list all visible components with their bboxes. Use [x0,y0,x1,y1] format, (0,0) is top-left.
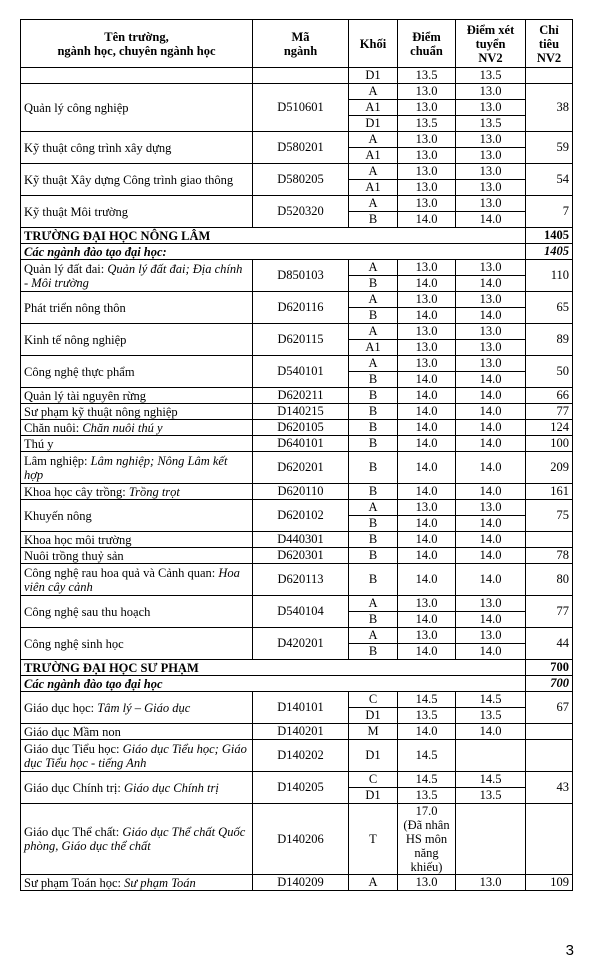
program-name [21,356,253,388]
program-name-text: Sư phạm kỹ thuật nông nghiệp [24,404,178,419]
cutoff-cell: 13.0 [398,596,456,612]
cutoff-cell: 14.0 [398,644,456,660]
nv2-score-cell: 13.0 [456,324,526,340]
quota-cell: 109 [526,875,573,891]
program-name [21,875,253,891]
specialization-text: Trồng trọt [128,484,180,499]
nv2-score-cell: 13.0 [456,292,526,308]
cutoff-cell: 13.0 [398,100,456,116]
table-row [21,164,573,180]
table-row [21,404,573,420]
program-code: D520320 [253,196,349,228]
nv2-score-cell: 14.0 [456,724,526,740]
block-cell: M [349,724,398,740]
nv2-score-cell: 14.0 [456,212,526,228]
table-row [21,420,573,436]
block-cell: A [349,628,398,644]
cutoff-cell: 13.5 [398,708,456,724]
program-name [21,404,253,420]
nv2-score-cell: 14.0 [456,516,526,532]
table-row [21,292,573,308]
block-cell: A1 [349,148,398,164]
quota-cell: 66 [526,388,573,404]
block-cell: A [349,324,398,340]
header-block: Khối [349,20,398,68]
table-row [21,356,573,372]
section-row [21,676,573,692]
quota-cell: 77 [526,404,573,420]
block-cell: B [349,516,398,532]
program-code: D140209 [253,875,349,891]
nv2-score-cell: 14.0 [456,548,526,564]
program-name-text: Công nghệ thực phẩm [24,364,135,379]
block-cell: D1 [349,708,398,724]
nv2-score-cell: 13.0 [456,596,526,612]
program-name-text: Thú y [24,436,54,451]
nv2-score-cell: 14.5 [456,692,526,708]
quota-cell: 700 [526,676,573,692]
cutoff-cell: 13.0 [398,180,456,196]
cutoff-cell: 14.0 [398,564,456,596]
block-cell: A [349,500,398,516]
cutoff-cell: 14.5 [398,772,456,788]
cutoff-cell: 14.0 [398,308,456,324]
program-name-text: Quản lý tài nguyên rừng [24,388,147,403]
cutoff-cell: 13.0 [398,500,456,516]
program-name-text: Công nghệ sinh học [24,636,124,651]
program-name [21,388,253,404]
quota-cell: 161 [526,484,573,500]
program-name [21,196,253,228]
program-name [21,84,253,132]
nv2-score-cell: 13.0 [456,148,526,164]
program-name-text: Sư phạm Toán học: [24,875,125,890]
program-code: D620201 [253,452,349,484]
quota-cell: 80 [526,564,573,596]
table-row [21,628,573,644]
quota-cell: 38 [526,84,573,132]
cutoff-cell: 13.0 [398,875,456,891]
cutoff-cell: 14.0 [398,548,456,564]
table-row [21,132,573,148]
quota-cell: 54 [526,164,573,196]
program-code: D140206 [253,804,349,875]
quota-cell [526,68,573,84]
nv2-score-cell: 13.5 [456,788,526,804]
quota-cell: 700 [526,660,573,676]
specialization-text: Lâm nghiệp; Nông Lâm kết hợp [24,453,228,482]
block-cell: A1 [349,100,398,116]
school-name: TRƯỜNG ĐẠI HỌC SƯ PHẠM [21,660,526,676]
block-cell: A [349,292,398,308]
header-cutoff: Điểm chuẩn [398,20,456,68]
quota-cell: 78 [526,548,573,564]
nv2-score-cell: 13.0 [456,356,526,372]
section-name: Các ngành đào tạo đại học [21,676,526,692]
nv2-score-cell: 14.0 [456,452,526,484]
program-name [21,292,253,324]
quota-cell: 100 [526,436,573,452]
program-name [21,420,253,436]
block-cell: B [349,372,398,388]
nv2-score-cell: 14.0 [456,276,526,292]
program-code: D620301 [253,548,349,564]
program-name-text: Kỹ thuật Môi trường [24,204,129,219]
block-cell: A [349,196,398,212]
table-row [21,260,573,276]
quota-cell: 1405 [526,228,573,244]
table-row [21,484,573,500]
nv2-score-cell: 14.0 [456,308,526,324]
program-code: D850103 [253,260,349,292]
quota-cell [526,740,573,772]
program-name [21,740,253,772]
program-name [21,436,253,452]
specialization-text: Giáo dục Chính trị [124,780,219,795]
header-nv2-score: Điểm xét tuyển NV2 [456,20,526,68]
block-cell: A1 [349,340,398,356]
nv2-score-cell: 13.0 [456,628,526,644]
program-name-text: Lâm nghiệp: [24,453,91,468]
program-code: D540101 [253,356,349,388]
program-name [21,692,253,724]
program-name-text: Khoa học môi trường [24,532,132,547]
quota-cell: 124 [526,420,573,436]
cutoff-cell: 13.0 [398,292,456,308]
cutoff-cell: 13.0 [398,260,456,276]
block-cell: B [349,484,398,500]
program-name [21,628,253,660]
program-name [21,500,253,532]
program-name-text: Khuyến nông [24,508,92,523]
quota-cell [526,532,573,548]
program-code: D620110 [253,484,349,500]
nv2-score-cell: 13.5 [456,116,526,132]
cutoff-cell: 13.5 [398,116,456,132]
program-name-text: Kỹ thuật Xây dựng Công trình giao thông [24,172,234,187]
program-name [21,532,253,548]
specialization-text: Chăn nuôi thú y [82,420,163,435]
program-code: D510601 [253,84,349,132]
program-name-text: Giáo dục Mầm non [24,724,121,739]
program-code: D420201 [253,628,349,660]
quota-cell: 75 [526,500,573,532]
table-row [21,84,573,100]
header-nv2-quota: Chỉ tiêu NV2 [526,20,573,68]
cutoff-cell: 14.0 [398,724,456,740]
quota-cell [526,724,573,740]
cutoff-cell: 13.0 [398,324,456,340]
program-code: D140215 [253,404,349,420]
specialization-text: Sư phạm Toán [124,875,196,890]
nv2-score-cell: 14.0 [456,372,526,388]
table-row [21,692,573,708]
block-cell: D1 [349,68,398,84]
program-name-text: Chăn nuôi: [24,420,83,435]
block-cell: B [349,564,398,596]
block-cell: D1 [349,116,398,132]
block-cell: B [349,436,398,452]
nv2-score-cell: 14.0 [456,644,526,660]
nv2-score-cell: 14.0 [456,388,526,404]
program-name [21,260,253,292]
nv2-score-cell: 13.0 [456,260,526,276]
program-code: D620105 [253,420,349,436]
program-name [21,596,253,628]
program-name-text: Giáo dục Chính trị: [24,780,124,795]
table-row [21,772,573,788]
specialization-text: Giáo dục Thể chất Quốc phòng, Giáo dục thể chất [24,825,246,853]
quota-cell: 110 [526,260,573,292]
program-name-text: Khoa học cây trồng: [24,484,129,499]
block-cell: A [349,596,398,612]
table-row [21,564,573,596]
program-name-text: Quản lý đất đai: [24,261,108,276]
program-code: D140101 [253,692,349,724]
program-name [21,564,253,596]
school-row [21,228,573,244]
block-cell: B [349,404,398,420]
block-cell: B [349,420,398,436]
table-row [21,436,573,452]
program-code: D440301 [253,532,349,548]
table-row [21,724,573,740]
block-cell: B [349,388,398,404]
block-cell: D1 [349,740,398,772]
quota-cell: 67 [526,692,573,724]
block-cell: B [349,276,398,292]
table-row [21,548,573,564]
specialization-text: Quản lý đất đai; Địa chính - Môi trường [24,261,243,290]
program-name-text: Phát triển nông thôn [24,300,126,315]
block-cell: A [349,84,398,100]
cutoff-cell: 14.0 [398,532,456,548]
program-name [21,132,253,164]
program-code [253,68,349,84]
quota-cell: 1405 [526,244,573,260]
program-name [21,164,253,196]
program-name [21,68,253,84]
quota-cell [526,804,573,875]
program-code: D620113 [253,564,349,596]
specialization-text: Hoa viên cây cảnh [24,565,240,594]
table-row [21,452,573,484]
block-cell: A [349,356,398,372]
block-cell: A1 [349,180,398,196]
nv2-score-cell: 14.0 [456,564,526,596]
cutoff-cell: 13.0 [398,84,456,100]
nv2-score-cell: 14.0 [456,612,526,628]
block-cell: B [349,308,398,324]
nv2-score-cell: 13.0 [456,84,526,100]
cutoff-cell: 14.0 [398,612,456,628]
program-name [21,452,253,484]
program-code: D640101 [253,436,349,452]
table-row [21,532,573,548]
cutoff-cell: 14.0 [398,436,456,452]
cutoff-cell: 13.0 [398,196,456,212]
program-code: D620102 [253,500,349,532]
nv2-score-cell: 14.0 [456,436,526,452]
nv2-score-cell [456,740,526,772]
specialization-text: Tâm lý – Giáo dục [97,700,191,715]
admission-table [20,19,573,891]
table-row [21,804,573,875]
quota-cell: 44 [526,628,573,660]
program-name [21,548,253,564]
table-row [21,740,573,772]
table-row [21,500,573,516]
program-code: D580201 [253,132,349,164]
school-row [21,660,573,676]
cutoff-cell: 13.0 [398,132,456,148]
header-code: Mã ngành [253,20,349,68]
cutoff-cell: 14.5 [398,692,456,708]
program-code: D620211 [253,388,349,404]
quota-cell: 77 [526,596,573,628]
section-row [21,244,573,260]
quota-cell: 89 [526,324,573,356]
nv2-score-cell: 14.5 [456,772,526,788]
program-name-text: Giáo dục học: [24,700,98,715]
cutoff-cell: 13.0 [398,356,456,372]
school-name: TRƯỜNG ĐẠI HỌC NÔNG LÂM [21,228,526,244]
block-cell: A [349,132,398,148]
nv2-score-cell: 13.5 [456,708,526,724]
program-name-text: Kỹ thuật công trình xây dựng [24,140,172,155]
program-name-text: Giáo dục Thể chất: [24,825,123,839]
program-name [21,484,253,500]
program-code: D140202 [253,740,349,772]
block-cell: C [349,692,398,708]
block-cell: D1 [349,788,398,804]
quota-cell: 59 [526,132,573,164]
table-row [21,68,573,84]
cutoff-cell: 17.0 (Đã nhân HS môn năng khiếu) [398,804,456,875]
block-cell: C [349,772,398,788]
block-cell: B [349,452,398,484]
cutoff-cell: 14.0 [398,212,456,228]
program-name-text: Công nghệ sau thu hoạch [24,604,151,619]
page-number: 3 [565,942,574,959]
nv2-score-cell: 13.0 [456,340,526,356]
cutoff-cell: 14.0 [398,484,456,500]
nv2-score-cell: 14.0 [456,484,526,500]
nv2-score-cell: 13.0 [456,500,526,516]
program-code: D140205 [253,772,349,804]
block-cell: B [349,644,398,660]
program-code: D620115 [253,324,349,356]
nv2-score-cell: 13.5 [456,68,526,84]
block-cell: B [349,532,398,548]
program-name [21,724,253,740]
specialization-text: Giáo dục Tiểu học; Giáo dục Tiểu học - tiếng Anh [24,741,247,770]
quota-cell: 50 [526,356,573,388]
header-name: Tên trường, ngành học, chuyên ngành học [21,20,253,68]
program-code: D140201 [253,724,349,740]
program-name [21,804,253,875]
table-row [21,324,573,340]
block-cell: A [349,164,398,180]
nv2-score-cell: 13.0 [456,875,526,891]
section-name: Các ngành đào tạo đại học: [21,244,526,260]
quota-cell: 7 [526,196,573,228]
cutoff-cell: 14.0 [398,516,456,532]
program-name-text: Nuôi trồng thuỷ sản [24,548,124,563]
nv2-score-cell: 14.0 [456,532,526,548]
nv2-score-cell: 13.0 [456,196,526,212]
table-row [21,196,573,212]
program-name-text: Công nghệ rau hoa quả và Cảnh quan: [24,565,219,580]
block-cell: T [349,804,398,875]
cutoff-cell: 14.0 [398,276,456,292]
program-name-text: Giáo dục Tiểu học: [24,741,123,756]
nv2-score-cell: 14.0 [456,404,526,420]
cutoff-cell: 13.0 [398,148,456,164]
cutoff-cell: 14.0 [398,404,456,420]
nv2-score-cell [456,804,526,875]
program-name-text: Kinh tế nông nghiệp [24,332,127,347]
cutoff-cell: 14.0 [398,420,456,436]
cutoff-cell: 13.5 [398,68,456,84]
cutoff-cell: 14.0 [398,452,456,484]
block-cell: B [349,548,398,564]
table-row [21,388,573,404]
nv2-score-cell: 13.0 [456,132,526,148]
table-row [21,875,573,891]
cutoff-cell: 14.5 [398,740,456,772]
block-cell: A [349,260,398,276]
cutoff-cell: 13.0 [398,164,456,180]
quota-cell: 43 [526,772,573,804]
cutoff-cell: 14.0 [398,372,456,388]
cutoff-cell: 13.0 [398,628,456,644]
program-name-text: Quản lý công nghiệp [24,100,129,115]
block-cell: B [349,212,398,228]
table-row [21,596,573,612]
nv2-score-cell: 13.0 [456,180,526,196]
program-name [21,772,253,804]
nv2-score-cell: 14.0 [456,420,526,436]
cutoff-cell: 13.5 [398,788,456,804]
quota-cell: 65 [526,292,573,324]
block-cell: B [349,612,398,628]
program-code: D620116 [253,292,349,324]
cutoff-cell: 13.0 [398,340,456,356]
program-code: D540104 [253,596,349,628]
nv2-score-cell: 13.0 [456,164,526,180]
program-name [21,324,253,356]
block-cell: A [349,875,398,891]
cutoff-cell: 14.0 [398,388,456,404]
quota-cell: 209 [526,452,573,484]
program-code: D580205 [253,164,349,196]
nv2-score-cell: 13.0 [456,100,526,116]
